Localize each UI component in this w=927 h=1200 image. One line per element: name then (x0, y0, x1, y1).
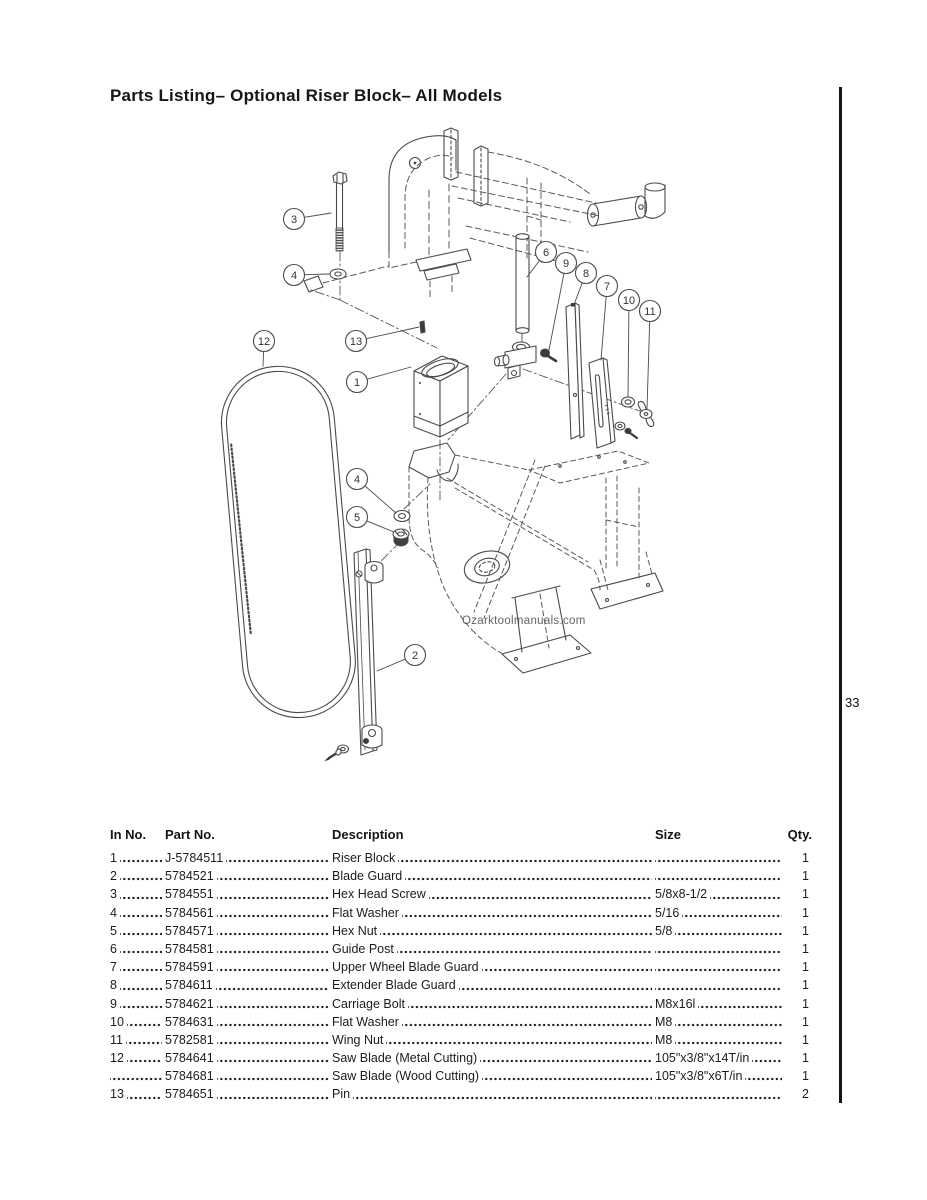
page-title: Parts Listing– Optional Riser Block– All Models (110, 86, 503, 105)
cell-size (655, 867, 785, 885)
callout-6 (527, 242, 557, 278)
cell-part-no (165, 958, 332, 976)
cell-in-no-text: 10 (110, 1014, 124, 1029)
table-header (110, 827, 812, 842)
cell-in-no (110, 1031, 165, 1049)
cell-in-no-text: 8 (110, 978, 117, 993)
cell-in-no-text: 7 (110, 960, 117, 975)
dot-leader (127, 1013, 162, 1031)
cell-part-no (165, 904, 332, 922)
cell-description-text: Saw Blade (Wood Cutting) (332, 1069, 480, 1084)
dot-leader (710, 885, 782, 903)
cell-size (655, 958, 785, 976)
callout-3 (284, 209, 332, 230)
dot-leader (126, 1031, 162, 1049)
table-body (110, 849, 812, 1104)
cell-qty (785, 1013, 812, 1031)
table-row (110, 958, 812, 976)
hex-head-screw-part (333, 172, 347, 251)
cell-qty (785, 1067, 812, 1085)
dot-leader (402, 1013, 652, 1031)
cell-qty (785, 849, 812, 867)
cell-part-no-text: 5784571 (165, 923, 214, 938)
cell-description-text: Extender Blade Guard (332, 978, 456, 993)
dot-leader (120, 849, 162, 867)
cell-in-no (110, 1085, 165, 1103)
cell-qty-text: 1 (802, 941, 809, 956)
cell-size-text: 5/8x8-1/2 (655, 887, 708, 902)
cell-part-no (165, 1049, 332, 1067)
blade-guard-part (324, 549, 383, 761)
cell-description-text: Upper Wheel Blade Guard (332, 960, 479, 975)
riser-block-part (414, 355, 468, 437)
callout-1 (347, 367, 412, 393)
callout-leader-line (365, 486, 396, 513)
cell-description (332, 1067, 655, 1085)
cell-in-no-text: 11 (110, 1032, 123, 1047)
flat-washer-part-m8 (622, 397, 635, 407)
dot-leader (217, 958, 329, 976)
cell-in-no (110, 1049, 165, 1067)
hex-nut-part (393, 529, 409, 546)
dot-leader (353, 1085, 652, 1103)
callout-12 (254, 331, 275, 367)
cell-qty-text: 1 (802, 887, 809, 902)
watermark: Ozarktoolmanuals.com (462, 615, 586, 627)
header-size: Size (655, 827, 682, 842)
cell-in-no-text: 3 (110, 887, 117, 902)
cell-size-text: 105"x3/8"x14T/in (655, 1051, 750, 1066)
slot-hardware (615, 422, 637, 438)
cell-size (655, 1013, 785, 1031)
wing-nut-part (638, 401, 654, 426)
cell-description (332, 867, 655, 885)
upper-wheel-blade-guard-part (589, 358, 615, 448)
cell-part-no (165, 976, 332, 994)
dot-leader (120, 976, 162, 994)
callout-4 (347, 469, 397, 514)
cell-in-no (110, 940, 165, 958)
callout-7 (597, 276, 618, 361)
cell-qty (785, 885, 812, 903)
cell-description-text: Riser Block (332, 851, 396, 865)
dot-leader (127, 1085, 162, 1103)
guide-post-bracket (495, 342, 537, 379)
cell-qty-text: 1 (802, 905, 809, 920)
cell-in-no-text: 2 (110, 869, 117, 884)
callout-5 (347, 507, 395, 533)
callout-number: 3 (290, 213, 298, 226)
table-row (110, 976, 812, 994)
header-qty: Qty. (787, 827, 812, 842)
callout-leader-line (377, 659, 405, 671)
dot-leader (120, 922, 162, 940)
cell-description-text: Flat Washer (332, 1014, 399, 1029)
dot-leader (120, 995, 162, 1013)
callout-10 (619, 290, 640, 398)
cell-in-no (110, 1067, 165, 1085)
header-part-no: Part No. (165, 827, 215, 842)
cell-size-text: M8 (655, 1014, 673, 1029)
dot-leader (120, 958, 162, 976)
cell-part-no-text: 5784641 (165, 1051, 214, 1066)
cell-part-no-text: 5784551 (165, 887, 214, 902)
cell-description (332, 1085, 655, 1103)
cell-description (332, 1013, 655, 1031)
callout-number: 10 (622, 294, 636, 307)
dot-leader (675, 922, 782, 940)
dot-leader (482, 1067, 652, 1085)
callout-number: 6 (542, 246, 550, 259)
dot-leader (127, 1049, 162, 1067)
dot-leader (459, 976, 652, 994)
dot-leader (655, 867, 782, 885)
cell-description-text: Saw Blade (Metal Cutting) (332, 1051, 478, 1066)
dot-leader (217, 940, 329, 958)
cell-part-no (165, 867, 332, 885)
table-row (110, 995, 812, 1013)
cell-description (332, 995, 655, 1013)
cell-part-no-text: 5784581 (165, 941, 214, 956)
table-row (110, 867, 812, 885)
dot-leader (655, 849, 782, 867)
lower-frame-casting (409, 443, 663, 673)
dot-leader (216, 976, 329, 994)
table-row (110, 1031, 812, 1049)
dot-leader (682, 904, 782, 922)
dot-leader (698, 995, 782, 1013)
cell-part-no (165, 885, 332, 903)
dot-leader (655, 1085, 782, 1103)
cell-in-no-text: 1 (110, 851, 117, 865)
dot-leader (398, 849, 652, 867)
dot-leader (120, 867, 162, 885)
cell-qty (785, 1085, 812, 1103)
cell-description (332, 958, 655, 976)
callout-leader-line (628, 310, 629, 397)
cell-part-no-text: 5784611 (165, 978, 213, 993)
cell-qty-text: 1 (802, 1069, 809, 1084)
callout-number: 2 (411, 649, 419, 662)
cell-description-text: Blade Guard (332, 869, 403, 884)
header-in-no: In No. (110, 827, 147, 842)
cell-size (655, 1049, 785, 1067)
dot-leader (482, 958, 652, 976)
extender-blade-guard-part (566, 303, 584, 439)
cell-qty-text: 1 (802, 996, 809, 1011)
upper-frame-casting (304, 128, 665, 299)
dot-leader (397, 940, 652, 958)
dot-leader (110, 1067, 162, 1085)
dot-leader (217, 1013, 329, 1031)
dot-leader (402, 904, 652, 922)
callout-number: 5 (353, 511, 361, 524)
cell-qty (785, 1049, 812, 1067)
dot-leader (217, 1031, 329, 1049)
callout-number: 1 (353, 376, 361, 389)
dot-leader (217, 867, 329, 885)
cell-description-text: Carriage Bolt (332, 996, 405, 1011)
cell-size (655, 922, 785, 940)
cell-part-no-text: J-5784511 (165, 851, 224, 865)
callout-number: 13 (349, 335, 363, 348)
table-row (110, 1013, 812, 1031)
cell-size-text: 105"x3/8"x6T/in (655, 1069, 743, 1084)
cell-size-text: 5/16 (655, 905, 680, 920)
callout-leader-line (549, 273, 564, 350)
dot-leader (217, 1067, 329, 1085)
cell-qty-text: 1 (802, 1032, 809, 1047)
callout-leader-line (304, 274, 329, 275)
flat-washer-part-mid (394, 511, 410, 522)
dot-leader (217, 922, 329, 940)
cell-in-no (110, 1013, 165, 1031)
cell-description (332, 1031, 655, 1049)
cell-description-text: Pin (332, 1087, 351, 1102)
callout-leader-line (601, 296, 606, 360)
cell-size (655, 1067, 785, 1085)
table-row (110, 1049, 812, 1067)
page-border-rule (839, 87, 842, 1103)
table-row (110, 922, 812, 940)
cell-qty-text: 2 (802, 1087, 809, 1102)
parts-table (110, 827, 812, 1104)
table-row (110, 849, 812, 867)
cell-in-no (110, 976, 165, 994)
cell-size (655, 976, 785, 994)
table-row (110, 885, 812, 903)
callout-leader-line (367, 367, 411, 379)
cell-part-no (165, 995, 332, 1013)
dot-leader (120, 940, 162, 958)
callout-leader-line (575, 283, 582, 302)
cell-size-text: M8 (655, 1032, 673, 1047)
cell-part-no (165, 922, 332, 940)
cell-part-no-text: 5784521 (165, 869, 214, 884)
cell-in-no (110, 922, 165, 940)
dot-leader (217, 1085, 329, 1103)
cell-qty-text: 1 (802, 960, 809, 975)
cell-qty-text: 1 (802, 923, 809, 938)
callout-number: 11 (644, 305, 656, 318)
cell-size (655, 885, 785, 903)
dot-leader (745, 1067, 782, 1085)
cell-in-no-text: 4 (110, 905, 117, 920)
cell-description (332, 885, 655, 903)
callout-number: 12 (257, 335, 271, 348)
cell-in-no (110, 958, 165, 976)
cell-description (332, 940, 655, 958)
callout-8 (575, 263, 597, 303)
cell-part-no (165, 1013, 332, 1031)
callout-leader-line (263, 351, 264, 366)
dot-leader (655, 958, 782, 976)
cell-part-no (165, 940, 332, 958)
cell-in-no (110, 849, 165, 867)
callout-number: 4 (353, 473, 361, 486)
cell-qty-text: 1 (802, 1014, 809, 1029)
cell-qty (785, 867, 812, 885)
dot-leader (405, 867, 652, 885)
callout-number: 4 (290, 269, 298, 282)
dot-leader (217, 904, 329, 922)
carriage-bolt-part (541, 349, 557, 361)
dot-leader (675, 1031, 782, 1049)
callout-13 (346, 327, 420, 352)
cell-description (332, 849, 655, 867)
cell-in-no (110, 885, 165, 903)
cell-part-no (165, 849, 332, 867)
callout-number: 9 (562, 257, 570, 270)
callout-leader-line (367, 521, 394, 532)
cell-qty (785, 904, 812, 922)
header-description: Description (332, 827, 404, 842)
cell-in-no (110, 995, 165, 1013)
cell-size (655, 995, 785, 1013)
table-row (110, 1067, 812, 1085)
dot-leader (120, 885, 162, 903)
dot-leader (675, 1013, 782, 1031)
cell-description-text: Hex Nut (332, 923, 378, 938)
cell-size-text: 5/8 (655, 923, 673, 938)
cell-description-text: Wing Nut (332, 1032, 384, 1047)
dot-leader (226, 849, 329, 867)
cell-description (332, 1049, 655, 1067)
dot-leader (655, 940, 782, 958)
cell-size (655, 849, 785, 867)
callout-4 (284, 265, 330, 286)
page-number: 33 (845, 695, 860, 710)
cell-size (655, 1085, 785, 1103)
cell-part-no-text: 5784561 (165, 905, 214, 920)
callout-number: 7 (603, 280, 611, 293)
cell-part-no-text: 5784651 (165, 1087, 214, 1102)
cell-qty-text: 1 (802, 869, 809, 884)
cell-in-no (110, 904, 165, 922)
cell-part-no-text: 5784631 (165, 1014, 214, 1029)
cell-in-no-text: 13 (110, 1087, 124, 1102)
cell-description (332, 904, 655, 922)
cell-size-text: M8x16l (655, 996, 696, 1011)
dot-leader (408, 995, 652, 1013)
cell-qty (785, 958, 812, 976)
dot-leader (217, 885, 329, 903)
callout-leader-line (304, 213, 331, 217)
cell-description-text: Flat Washer (332, 905, 399, 920)
cell-part-no (165, 1031, 332, 1049)
cell-qty-text: 1 (802, 851, 809, 865)
dot-leader (386, 1031, 652, 1049)
dot-leader (480, 1049, 652, 1067)
cell-size (655, 1031, 785, 1049)
callout-leader-line (647, 321, 650, 409)
cell-description-text: Guide Post (332, 941, 394, 956)
cell-description-text: Hex Head Screw (332, 887, 426, 902)
dot-leader (752, 1049, 782, 1067)
dot-leader (217, 1049, 329, 1067)
flat-washer-part-top (330, 269, 346, 279)
callout-2 (377, 645, 426, 672)
callout-number: 8 (582, 267, 590, 280)
cell-qty (785, 922, 812, 940)
cell-description (332, 976, 655, 994)
cell-size (655, 904, 785, 922)
cell-qty (785, 1031, 812, 1049)
cell-description (332, 922, 655, 940)
callout-11 (640, 301, 661, 410)
cell-qty-text: 1 (802, 978, 809, 993)
cell-part-no-text: 5784621 (165, 996, 214, 1011)
cell-in-no-text: 6 (110, 941, 117, 956)
table-row (110, 904, 812, 922)
dot-leader (655, 976, 782, 994)
cell-in-no-text: 12 (110, 1051, 124, 1066)
cell-qty (785, 976, 812, 994)
cell-part-no-text: 5782581 (165, 1032, 214, 1047)
table-row (110, 1085, 812, 1103)
cell-part-no-text: 5784591 (165, 960, 214, 975)
cell-qty (785, 940, 812, 958)
table-row (110, 940, 812, 958)
cell-in-no-text: 5 (110, 923, 117, 938)
dot-leader (380, 922, 652, 940)
cell-size (655, 940, 785, 958)
cell-qty (785, 995, 812, 1013)
pin-part (420, 321, 425, 333)
saw-blade-part (217, 362, 360, 723)
dot-leader (429, 885, 652, 903)
dot-leader (120, 904, 162, 922)
dot-leader (217, 995, 329, 1013)
cell-part-no (165, 1067, 332, 1085)
callout-leader-line (366, 327, 419, 339)
cell-in-no-text: 9 (110, 996, 117, 1011)
cell-in-no (110, 867, 165, 885)
cell-part-no-text: 5784681 (165, 1069, 214, 1084)
cell-part-no (165, 1085, 332, 1103)
cell-qty-text: 1 (802, 1051, 809, 1066)
